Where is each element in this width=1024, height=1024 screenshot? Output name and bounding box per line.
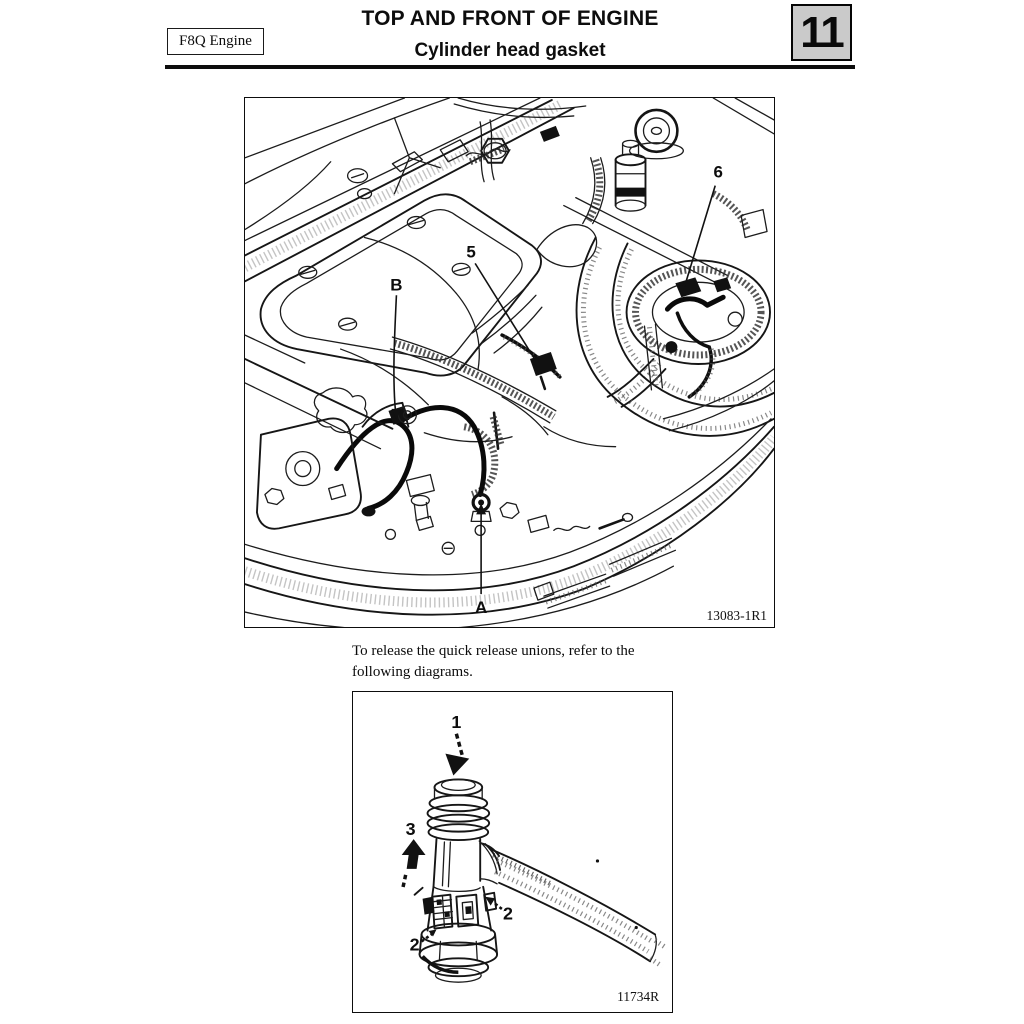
label-1: 1 <box>451 711 462 732</box>
engine-bay-illustration <box>245 98 774 627</box>
label-3: 3 <box>405 819 416 840</box>
header-rule <box>165 65 855 69</box>
engine-bay-figure <box>244 97 775 628</box>
page-subtitle: Cylinder head gasket <box>414 40 606 61</box>
quick-release-union-figure <box>352 691 673 1013</box>
engine-badge-label: F8Q Engine <box>179 33 252 49</box>
section-number: 11 <box>800 7 843 57</box>
note-text: To release the quick release unions, refer to the following diagrams. <box>352 643 635 680</box>
label-2-right: 2 <box>503 903 514 924</box>
label-b: B <box>390 275 403 295</box>
union-line-art <box>420 779 667 982</box>
engine-bay-line-art <box>245 98 774 627</box>
quick-release-union-illustration <box>353 692 672 1012</box>
label-6: 6 <box>713 162 723 182</box>
label-2-left: 2 <box>409 934 420 955</box>
figure1-reference: 13083-1R1 <box>706 608 768 624</box>
header-title-block <box>165 0 855 62</box>
section-number-box <box>791 4 852 61</box>
figure2-reference: 11734R <box>617 989 660 1005</box>
label-a: A <box>474 598 488 618</box>
page-title: TOP AND FRONT OF ENGINE <box>361 7 659 30</box>
label-5: 5 <box>466 242 476 262</box>
